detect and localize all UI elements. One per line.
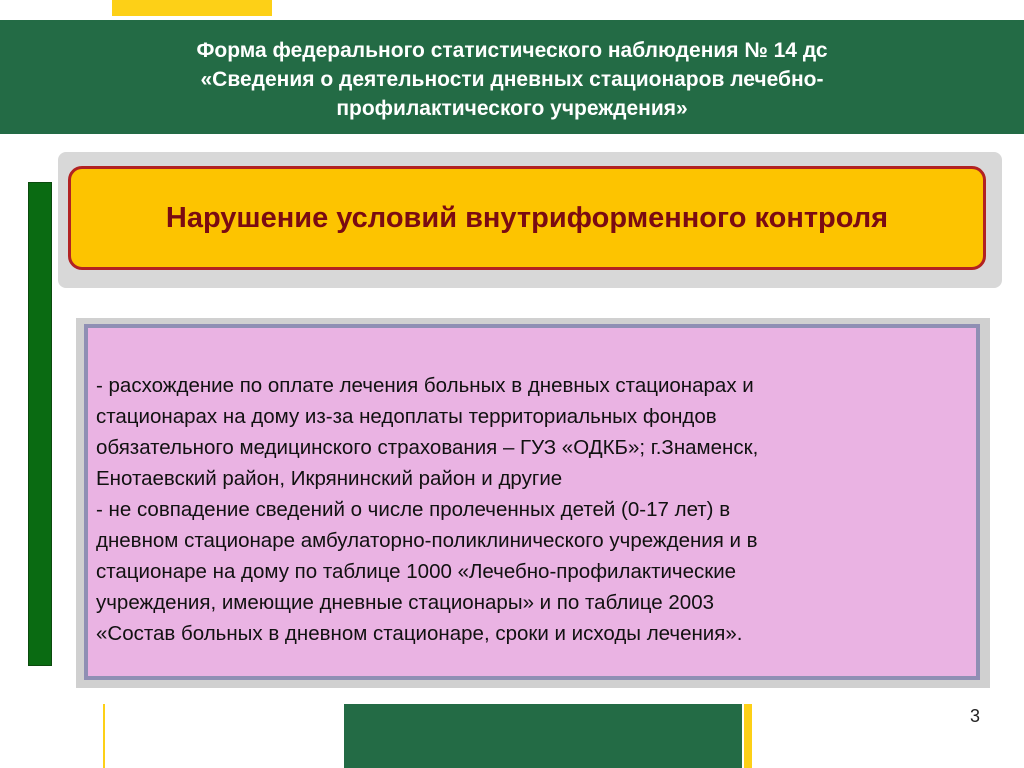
bottom-yellow-stripe (744, 704, 752, 768)
body-line: Енотаевский район, Икрянинский район и другие (96, 467, 563, 490)
body-line: «Состав больных в дневном стационаре, сроки и исходы лечения». (96, 622, 743, 645)
slide-title: Нарушение условий внутриформенного контроля (165, 201, 889, 234)
top-accent-bar (112, 0, 272, 16)
header-line-3: профилактического учреждения» (336, 97, 688, 120)
bottom-yellow-line (103, 704, 105, 768)
bottom-green-block (344, 704, 742, 768)
body-line: дневном стационаре амбулаторно-поликлинического учреждения и в (96, 529, 758, 552)
body-line: стационарах на дому из-за недоплаты территориальных фондов (96, 405, 717, 428)
body-line: обязательного медицинского страхования – ГУЗ «ОДКБ»; г.Знаменск, (96, 436, 759, 459)
body-text (96, 370, 956, 649)
page-number: 3 (969, 706, 980, 726)
header-line-1: Форма федерального статистического наблюдения № 14 дс (196, 39, 828, 62)
header-line-2: «Сведения о деятельности дневных стационаров лечебно- (200, 68, 824, 91)
body-line: стационаре на дому по таблице 1000 «Лечебно-профилактические (96, 560, 737, 583)
body-line: - не совпадение сведений о числе пролеченных детей (0-17 лет) в (96, 498, 731, 521)
side-accent-bar (28, 182, 52, 666)
header-band (0, 20, 1024, 134)
body-line: - расхождение по оплате лечения больных в дневных стационарах и (96, 374, 754, 397)
title-box (68, 166, 986, 270)
body-line: учреждения, имеющие дневные стационары» и по таблице 2003 (96, 591, 715, 614)
content-box (84, 324, 980, 680)
